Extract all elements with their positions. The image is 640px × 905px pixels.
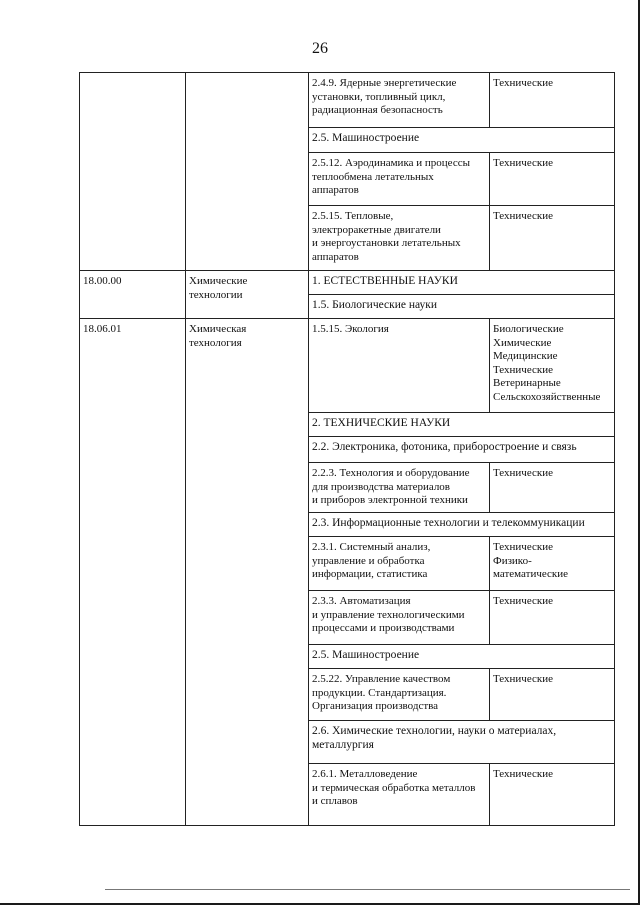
specialty-cell: 2.2.3. Технология и оборудование для производства материалов и приборов электронной техники bbox=[312, 467, 470, 506]
table-hline bbox=[79, 318, 615, 319]
sciences-cell: Технические bbox=[493, 595, 553, 607]
table-hline bbox=[308, 462, 615, 463]
specialty-cell: 2.3.1. Системный анализ, управление и обработка информации, статистика bbox=[312, 541, 431, 580]
table-vline bbox=[489, 536, 490, 590]
table-vline bbox=[185, 72, 186, 826]
sciences-cell: Технические bbox=[493, 210, 553, 222]
sciences-cell: Технические bbox=[493, 673, 553, 685]
table-vline bbox=[308, 72, 309, 826]
specialty-cell: 2.5.15. Тепловые, электроракетные двигатели и энергоустановки летательных аппаратов bbox=[312, 210, 461, 263]
table-vline bbox=[489, 590, 490, 644]
section-heading: 2.3. Информационные технологии и телекоммуникации bbox=[312, 517, 585, 529]
okso-name-cell: Химическая технология bbox=[189, 323, 247, 349]
table-hline bbox=[308, 127, 615, 128]
table-hline bbox=[308, 763, 615, 764]
section-heading: 2.6. Химические технологии, науки о материалах, металлургия bbox=[312, 725, 557, 751]
table-vline bbox=[489, 152, 490, 205]
table-vline bbox=[489, 763, 490, 825]
table-hline bbox=[79, 72, 615, 73]
sciences-cell: Технические bbox=[493, 467, 553, 479]
bottom-rule bbox=[105, 889, 630, 890]
section-heading: 2. ТЕХНИЧЕСКИЕ НАУКИ bbox=[312, 417, 451, 429]
table-hline bbox=[308, 512, 615, 513]
table-hline bbox=[308, 205, 615, 206]
specialty-cell: 2.3.3. Автоматизация и управление технологическими процессами и производствами bbox=[312, 595, 465, 634]
table-hline bbox=[308, 294, 615, 295]
page-number: 26 bbox=[312, 40, 328, 57]
table-hline bbox=[308, 644, 615, 645]
specialty-cell: 2.6.1. Металловедение и термическая обработка металлов и сплавов bbox=[312, 768, 476, 807]
specialty-cell: 2.5.12. Аэродинамика и процессы теплообмена летательных аппаратов bbox=[312, 157, 470, 196]
table-vline bbox=[489, 318, 490, 412]
okso-code-cell: 18.00.00 bbox=[83, 275, 122, 287]
specialty-cell: 1.5.15. Экология bbox=[312, 323, 389, 335]
section-heading: 1.5. Биологические науки bbox=[312, 299, 438, 311]
specialty-cell: 2.5.22. Управление качеством продукции. Стандартизация. Организация производства bbox=[312, 673, 451, 712]
table-vline bbox=[79, 72, 80, 826]
sciences-cell: Биологические Химические Медицинские Технические Ветеринарные Сельскохозяйственные bbox=[493, 323, 601, 403]
okso-name-cell: Химические технологии bbox=[189, 275, 248, 301]
sciences-cell: Технические Физико- математические bbox=[493, 541, 569, 580]
section-heading: 2.5. Машиностроение bbox=[312, 132, 420, 144]
table-hline bbox=[308, 590, 615, 591]
sciences-cell: Технические bbox=[493, 157, 553, 169]
sciences-cell: Технические bbox=[493, 768, 553, 780]
table-hline bbox=[308, 536, 615, 537]
table-hline bbox=[308, 668, 615, 669]
section-heading: 1. ЕСТЕСТВЕННЫЕ НАУКИ bbox=[312, 275, 458, 287]
table-vline bbox=[489, 462, 490, 512]
table-hline bbox=[308, 152, 615, 153]
specialty-cell: 2.4.9. Ядерные энергетические установки, топливный цикл, радиационная безопасность bbox=[312, 77, 457, 116]
table-vline bbox=[614, 72, 615, 826]
table-hline bbox=[308, 436, 615, 437]
table-hline bbox=[308, 720, 615, 721]
okso-code-cell: 18.06.01 bbox=[83, 323, 122, 335]
table-hline bbox=[79, 825, 615, 826]
section-heading: 2.5. Машиностроение bbox=[312, 649, 420, 661]
table-vline bbox=[489, 668, 490, 720]
table-vline bbox=[489, 205, 490, 270]
table-vline bbox=[489, 72, 490, 127]
table-hline bbox=[308, 412, 615, 413]
section-heading: 2.2. Электроника, фотоника, приборостроение и связь bbox=[312, 441, 577, 453]
table-hline bbox=[79, 270, 615, 271]
sciences-cell: Технические bbox=[493, 77, 553, 89]
